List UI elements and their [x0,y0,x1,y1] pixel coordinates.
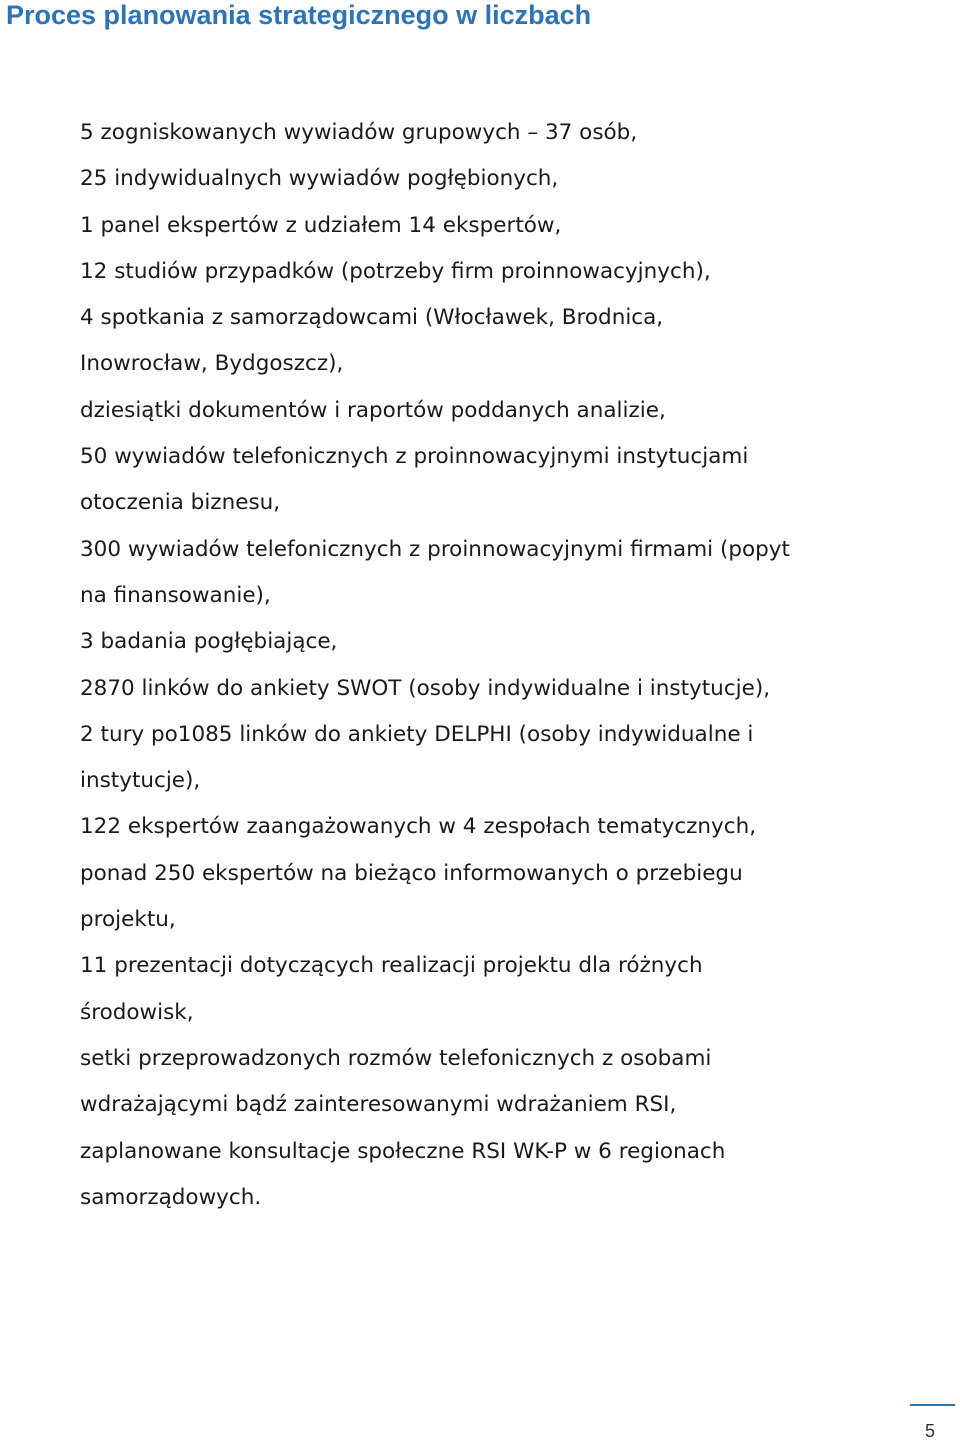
text-line: instytucje), [80,768,201,794]
text-line: setki przeprowadzonych rozmów telefonicznych z osobami [80,1045,712,1071]
text-line: 1 panel ekspertów z udziałem 14 ekspertów, [80,212,562,238]
text-line: 11 prezentacji dotyczących realizacji projektu dla różnych [80,953,703,979]
text-line: 2870 linków do ankiety SWOT (osoby indywidualne i instytucje), [80,675,771,701]
text-line: 300 wywiadów telefonicznych z proinnowacyjnymi firmami (popyt [80,536,790,562]
text-line: wdrażającymi bądź zainteresowanymi wdrażaniem RSI, [80,1092,677,1118]
text-line: Inowrocław, Bydgoszcz), [80,351,344,377]
text-line: na finansowanie), [80,582,271,608]
text-line: samorządowych. [80,1184,262,1210]
text-line: 5 zogniskowanych wywiadów grupowych – 37 osób, [80,120,638,145]
body-text [80,110,940,1221]
page-number: 5 [924,1421,935,1441]
page-title: Proces planowania strategicznego w liczbach [6,0,592,30]
text-line: zaplanowane konsultacje społeczne RSI WK-P w 6 regionach [80,1138,726,1164]
text-line: środowisk, [80,999,194,1025]
text-line: ponad 250 ekspertów na bieżąco informowanych o przebiegu [80,860,743,886]
footer-divider [910,1404,955,1406]
text-line: dziesiątki dokumentów i raportów poddanych analizie, [80,397,666,423]
text-line: 25 indywidualnych wywiadów pogłębionych, [80,166,559,192]
text-line: otoczenia biznesu, [80,490,281,516]
text-line: 4 spotkania z samorządowcami (Włocławek, Brodnica, [80,305,664,331]
text-line: projektu, [80,907,176,933]
text-line: 2 tury po1085 linków do ankiety DELPHI (osoby indywidualne i [80,721,754,747]
text-line: 50 wywiadów telefonicznych z proinnowacyjnymi instytucjami [80,444,749,470]
text-line: 12 studiów przypadków (potrzeby firm proinnowacyjnych), [80,258,711,284]
text-line: 122 ekspertów zaangażowanych w 4 zespołach tematycznych, [80,814,757,840]
text-line: 3 badania pogłębiające, [80,629,338,655]
